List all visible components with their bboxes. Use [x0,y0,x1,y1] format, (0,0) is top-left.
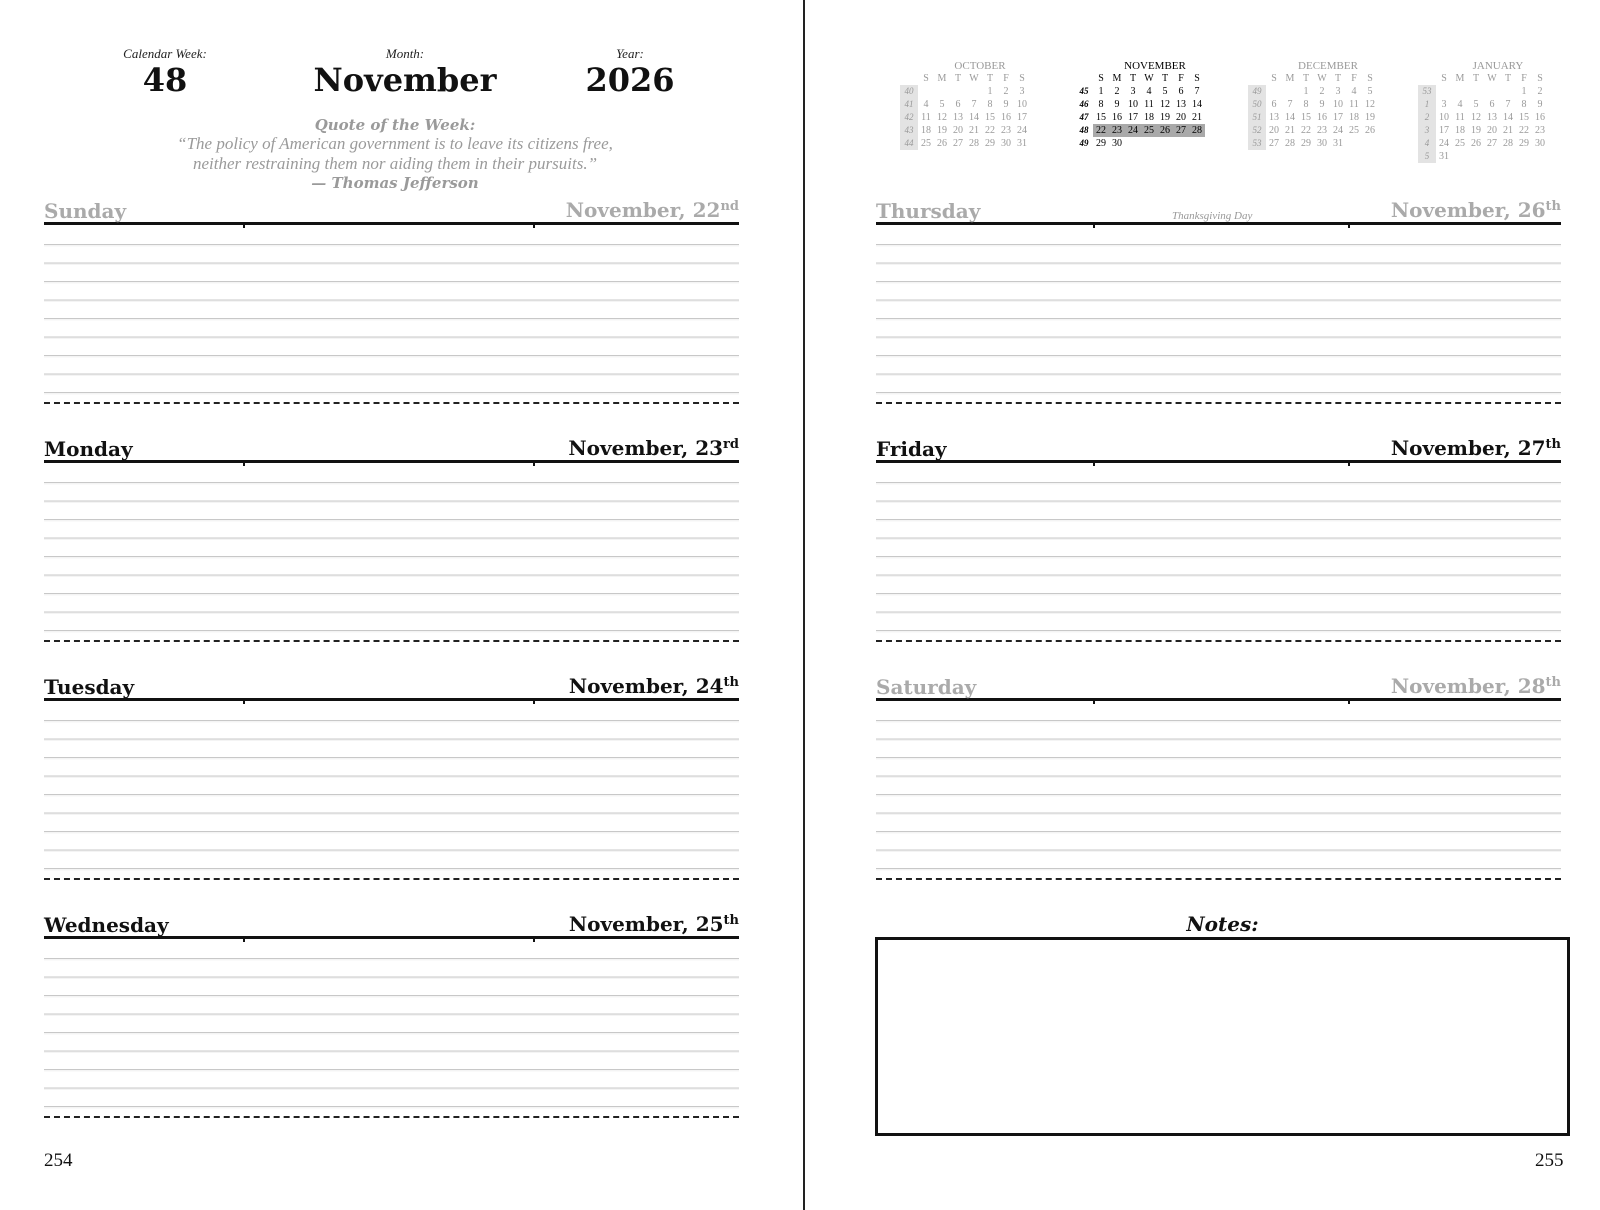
calendar-day [1500,150,1516,163]
calendar-day [1266,85,1282,98]
weekday-header: S [923,73,929,84]
calendar-day: 26 [1157,124,1173,137]
week-number: 53 [1418,85,1436,98]
week-number: 45 [1079,86,1089,96]
calendar-day: 22 [1519,125,1529,136]
calendar-day: 8 [1521,99,1527,110]
calendar-day: 31 [1017,138,1027,149]
weekday-header: F [1178,73,1184,84]
day-name: Thursday [876,199,981,223]
week-number: 2 [1418,111,1436,124]
mini-calendar-title: OCTOBER [954,60,1006,72]
month-value: November [313,61,497,99]
weekday-header: M [937,73,947,84]
week-number: 49 [1079,138,1089,148]
calendar-day: 2 [1114,86,1120,97]
page-divider [803,0,805,1210]
calendar-day: 5 [939,99,945,110]
calendar-day [1484,150,1500,163]
calendar-day: 18 [1349,112,1359,123]
day-date: November, 22nd [565,198,739,222]
calendar-day [1484,85,1500,98]
weekday-header: M [1455,73,1465,84]
calendar-day [1468,150,1484,163]
calendar-day: 11 [1349,99,1359,110]
calendar-day: 14 [969,112,979,123]
calendar-day: 7 [1194,86,1200,97]
calendar-day: 15 [985,112,995,123]
calendar-day: 1 [1303,86,1309,97]
calendar-day: 8 [987,99,993,110]
day-thursday [876,194,1561,404]
calendar-day: 7 [971,99,977,110]
week-number: 52 [1248,124,1266,137]
day-name: Friday [876,437,947,461]
weekday-header: T [954,73,962,84]
calendar-day: 31 [1333,138,1343,149]
calendar-week-value: 48 [142,61,188,99]
calendar-day: 18 [1144,112,1154,123]
mini-calendar-december [1248,60,1388,150]
quote-line-2: neither restraining them nor aiding them in their pursuits.” [192,154,598,173]
calendar-day: 24 [1017,125,1027,136]
week-number: 50 [1248,98,1266,111]
calendar-day: 5 [1162,86,1168,97]
calendar-day: 25 [1141,124,1157,137]
calendar-day [1282,85,1298,98]
month-block [300,46,510,98]
calendar-day: 2 [1319,86,1325,97]
calendar-day [1141,137,1157,150]
mini-calendar-grid [1075,72,1205,150]
calendar-day: 27 [1173,124,1189,137]
calendar-day: 20 [1269,125,1279,136]
calendar-day: 2 [1537,86,1543,97]
calendar-week-block [110,46,220,98]
calendar-day: 14 [1503,112,1513,123]
weekday-header: W [969,73,979,84]
week-number: 44 [900,137,918,150]
weekday-header: W [1487,73,1497,84]
calendar-day: 16 [1317,112,1327,123]
day-date: November, 26th [1390,198,1561,222]
holiday-label: Thanksgiving Day [1172,210,1253,222]
calendar-day: 20 [953,125,963,136]
day-saturday [876,670,1561,880]
calendar-day: 13 [953,112,963,123]
calendar-day: 17 [1333,112,1343,123]
calendar-day: 8 [1303,99,1309,110]
week-number: 1 [1418,98,1436,111]
calendar-day: 17 [1128,112,1138,123]
mini-calendar-title: JANUARY [1472,60,1524,72]
calendar-day [1173,137,1189,150]
year-block [570,46,690,98]
calendar-day: 21 [1285,125,1295,136]
calendar-day: 1 [1098,86,1104,97]
calendar-day: 29 [1301,138,1311,149]
calendar-day: 24 [1125,124,1141,137]
day-separator [44,1116,739,1118]
weekday-header: S [1367,73,1373,84]
quote-of-week [120,116,670,192]
mini-calendar-grid [1418,72,1548,163]
calendar-day: 12 [1365,99,1375,110]
calendar-day: 22 [985,125,995,136]
calendar-day: 3 [1441,99,1447,110]
weekday-header: S [1441,73,1447,84]
day-separator [876,402,1561,404]
calendar-day: 29 [1096,138,1106,149]
calendar-day: 22 [1301,125,1311,136]
day-name: Sunday [44,199,127,223]
page-number-right: 255 [1535,1150,1564,1171]
calendar-day: 6 [1489,99,1495,110]
calendar-day: 25 [1349,125,1359,136]
calendar-day [1452,150,1468,163]
day-name: Wednesday [44,913,169,937]
week-number: 4 [1418,137,1436,150]
calendar-day: 6 [955,99,961,110]
calendar-day: 10 [1439,112,1449,123]
day-wednesday [44,908,739,1118]
weekday-header: S [1019,73,1025,84]
calendar-day: 10 [1333,99,1343,110]
calendar-day: 16 [1535,112,1545,123]
week-number: 53 [1248,137,1266,150]
day-friday [876,432,1561,642]
calendar-day: 30 [1112,138,1122,149]
calendar-day: 6 [1178,86,1184,97]
calendar-day [1468,85,1484,98]
calendar-day [934,85,950,98]
calendar-day: 24 [1333,125,1343,136]
calendar-day: 30 [1001,138,1011,149]
calendar-day [1125,137,1141,150]
calendar-day: 30 [1535,138,1545,149]
calendar-day: 11 [1455,112,1465,123]
calendar-day: 5 [1367,86,1373,97]
calendar-day [1500,85,1516,98]
calendar-day: 21 [1192,112,1202,123]
calendar-day: 25 [921,138,931,149]
calendar-day: 3 [1130,86,1136,97]
day-date: November, 28th [1390,674,1561,698]
calendar-day: 26 [1471,138,1481,149]
week-number: 5 [1418,150,1436,163]
calendar-day: 15 [1096,112,1106,123]
writing-lines[interactable] [44,228,739,402]
calendar-day: 28 [1503,138,1513,149]
weekday-header: T [1334,73,1342,84]
calendar-day: 9 [1003,99,1009,110]
week-number: 40 [900,85,918,98]
calendar-day [1452,85,1468,98]
week-number: 43 [900,124,918,137]
calendar-day [1516,150,1532,163]
calendar-day: 9 [1537,99,1543,110]
calendar-day: 16 [1001,112,1011,123]
day-date: November, 25th [568,912,739,936]
notes-box[interactable] [875,937,1570,1136]
calendar-day: 18 [921,125,931,136]
weekday-header: W [1317,73,1327,84]
day-separator [876,878,1561,880]
calendar-day: 1 [987,86,993,97]
calendar-day: 23 [1535,125,1545,136]
calendar-day: 27 [1487,138,1497,149]
day-name: Tuesday [44,675,135,699]
calendar-day: 3 [1019,86,1025,97]
quote-line-1: “The policy of American government is to leave its citizens free, [177,134,613,153]
calendar-day: 21 [969,125,979,136]
day-date: November, 23rd [568,436,739,460]
calendar-day: 4 [923,99,929,110]
calendar-day: 13 [1487,112,1497,123]
calendar-day [950,85,966,98]
calendar-day: 9 [1319,99,1325,110]
calendar-week-label: Calendar Week: [123,46,207,61]
calendar-day: 7 [1505,99,1511,110]
writing-lines[interactable] [44,704,739,878]
calendar-day: 29 [985,138,995,149]
weekday-header: F [1003,73,1009,84]
calendar-day: 21 [1503,125,1513,136]
calendar-day: 26 [937,138,947,149]
mini-calendar-title: DECEMBER [1298,60,1358,72]
calendar-day: 15 [1519,112,1529,123]
calendar-day: 14 [1285,112,1295,123]
week-number: 3 [1418,124,1436,137]
week-number: 41 [900,98,918,111]
calendar-day: 13 [1269,112,1279,123]
weekday-header: T [986,73,994,84]
calendar-day: 17 [1439,125,1449,136]
weekday-header: T [1129,73,1137,84]
calendar-day: 29 [1519,138,1529,149]
calendar-day: 19 [937,125,947,136]
calendar-day [1157,137,1173,150]
page-number-left: 254 [44,1150,73,1171]
weekday-header: T [1504,73,1512,84]
calendar-day [1436,85,1452,98]
calendar-day: 27 [1269,138,1279,149]
day-date: November, 24th [568,674,739,698]
calendar-day: 6 [1271,99,1277,110]
calendar-day [918,85,934,98]
calendar-day: 18 [1455,125,1465,136]
weekday-header: M [1285,73,1295,84]
calendar-day: 12 [1160,99,1170,110]
weekday-header: T [1161,73,1169,84]
week-number: 48 [1079,125,1089,135]
calendar-day: 4 [1146,86,1152,97]
calendar-day: 7 [1287,99,1293,110]
calendar-day: 5 [1473,99,1479,110]
day-separator [44,402,739,404]
day-monday [44,432,739,642]
week-number: 51 [1248,111,1266,124]
calendar-day: 20 [1176,112,1186,123]
weekday-header: S [1271,73,1277,84]
writing-lines[interactable] [44,942,739,1116]
calendar-day: 11 [1144,99,1154,110]
calendar-day: 27 [953,138,963,149]
calendar-day [1362,137,1378,150]
calendar-day: 28 [1285,138,1295,149]
day-sunday [44,194,739,404]
calendar-day: 1 [1521,86,1527,97]
week-number: 46 [1079,99,1089,109]
calendar-day: 4 [1351,86,1357,97]
day-tuesday [44,670,739,880]
day-separator [44,640,739,642]
calendar-day [1532,150,1548,163]
calendar-day: 20 [1487,125,1497,136]
calendar-day: 30 [1317,138,1327,149]
writing-lines[interactable] [44,466,739,640]
calendar-day: 19 [1160,112,1170,123]
day-separator [876,640,1561,642]
calendar-day: 11 [921,112,931,123]
calendar-day: 28 [1189,124,1205,137]
writing-lines[interactable] [876,704,1561,878]
day-separator [44,878,739,880]
calendar-day: 17 [1017,112,1027,123]
writing-lines[interactable] [876,228,1561,402]
calendar-day: 4 [1457,99,1463,110]
mini-calendar-november [1075,60,1215,150]
calendar-day: 23 [1001,125,1011,136]
weekday-header: F [1351,73,1357,84]
year-label: Year: [616,46,644,61]
calendar-day: 3 [1335,86,1341,97]
calendar-day: 15 [1301,112,1311,123]
mini-calendar-grid [900,72,1030,150]
month-label: Month: [385,46,425,61]
calendar-day: 28 [969,138,979,149]
week-number: 42 [900,111,918,124]
year-value: 2026 [585,61,675,99]
calendar-day: 12 [1471,112,1481,123]
notes-label: Notes: [1186,912,1259,936]
calendar-day: 9 [1114,99,1120,110]
weekday-header: T [1472,73,1480,84]
calendar-day: 31 [1439,151,1449,162]
mini-calendar-october [900,60,1040,150]
weekday-header: F [1521,73,1527,84]
weekday-header: M [1112,73,1122,84]
mini-calendar-january [1418,60,1558,163]
calendar-day: 22 [1093,124,1109,137]
weekday-header: S [1098,73,1104,84]
calendar-day: 23 [1109,124,1125,137]
week-number: 47 [1079,112,1089,122]
writing-lines[interactable] [876,466,1561,640]
day-date: November, 27th [1390,436,1561,460]
day-name: Monday [44,437,133,461]
calendar-day: 19 [1365,112,1375,123]
calendar-day: 10 [1017,99,1027,110]
calendar-day: 25 [1455,138,1465,149]
weekday-header: S [1194,73,1200,84]
weekday-header: W [1144,73,1154,84]
day-name: Saturday [876,675,977,699]
quote-author: — Thomas Jefferson [311,174,479,192]
weekday-header: T [1302,73,1310,84]
calendar-day [966,85,982,98]
calendar-day [1189,137,1205,150]
calendar-day: 26 [1365,125,1375,136]
weekday-header: S [1537,73,1543,84]
calendar-day: 24 [1439,138,1449,149]
calendar-day: 12 [937,112,947,123]
calendar-day: 8 [1098,99,1104,110]
week-number: 49 [1248,85,1266,98]
calendar-day [1346,137,1362,150]
mini-calendar-title: NOVEMBER [1124,60,1186,72]
mini-calendar-grid [1248,72,1378,150]
calendar-day: 23 [1317,125,1327,136]
calendar-day: 2 [1003,86,1009,97]
calendar-day: 10 [1128,99,1138,110]
calendar-day: 14 [1192,99,1202,110]
calendar-day: 13 [1176,99,1186,110]
calendar-day: 19 [1471,125,1481,136]
calendar-day: 16 [1112,112,1122,123]
quote-title: Quote of the Week: [314,116,476,134]
